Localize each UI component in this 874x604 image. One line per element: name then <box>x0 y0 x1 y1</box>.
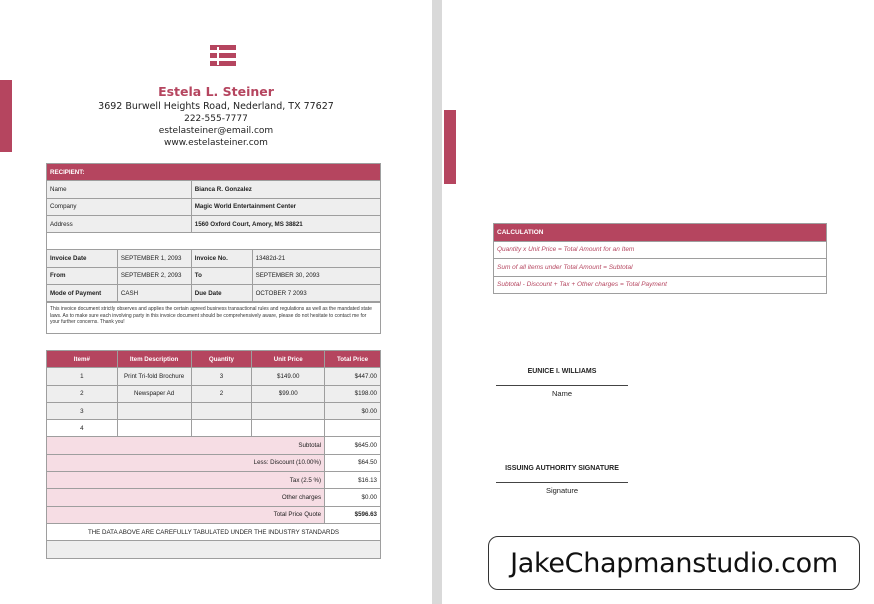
payment-value: CASH <box>117 285 191 302</box>
recipient-row <box>47 215 381 232</box>
item-description: Newspaper Ad <box>117 385 191 402</box>
item-quantity: 2 <box>191 385 252 402</box>
sender-address: 3692 Burwell Heights Road, Nederland, TX 77627 <box>98 101 334 112</box>
sender-website: www.estelasteiner.com <box>164 138 268 148</box>
recipient-value: 1560 Oxford Court, Amory, MS 38821 <box>191 215 380 232</box>
item-number: 4 <box>47 420 118 437</box>
item-quantity <box>191 420 252 437</box>
item-description <box>117 420 191 437</box>
item-number: 1 <box>47 368 118 385</box>
authority-heading: ISSUING AUTHORITY SIGNATURE <box>505 465 619 472</box>
item-total-price: $198.00 <box>325 385 381 402</box>
items-header-row <box>47 351 381 368</box>
invoice-date-value: SEPTEMBER 1, 2093 <box>117 250 191 267</box>
total-value: $0.00 <box>325 489 381 506</box>
to-label: To <box>191 267 252 284</box>
column-header: Quantity <box>191 351 252 368</box>
recipient-value: Magic World Entertainment Center <box>191 198 380 215</box>
sender-name: Estela L. Steiner <box>158 84 274 99</box>
recipient-label: Address <box>47 215 192 232</box>
formula-text: Sum of all items under Total Amount = Subtotal <box>494 259 827 277</box>
signatory-name: EUNICE I. WILLIAMS <box>527 368 597 375</box>
item-number: 3 <box>47 402 118 419</box>
total-value: $16.13 <box>325 472 381 489</box>
disclaimer-text: This invoice document strictly observes and applies the certain agreed business transactional rules and regulations as well as the mandated state laws. As to make sure each involving party in this invoice document should be comprehensively aware, please do not hesitate to contact me for your further concerns. Thank you! <box>46 302 381 334</box>
item-unit-price <box>252 420 325 437</box>
blank-row <box>47 541 381 558</box>
total-row <box>47 454 381 471</box>
invoice-row <box>47 250 381 267</box>
spacer-cell <box>47 233 381 250</box>
recipient-invoice-table <box>46 163 381 302</box>
calculation-header-row <box>494 224 827 242</box>
signature-line <box>496 482 628 483</box>
item-total-price: $447.00 <box>325 368 381 385</box>
item-description <box>117 402 191 419</box>
items-table <box>46 350 381 559</box>
item-row <box>47 402 381 419</box>
total-row <box>47 506 381 523</box>
footer-note-row <box>47 523 381 540</box>
recipient-label: Company <box>47 198 192 215</box>
column-header: Item# <box>47 351 118 368</box>
recipient-label: Name <box>47 181 192 198</box>
column-header: Unit Price <box>252 351 325 368</box>
invoice-date-label: Invoice Date <box>47 250 118 267</box>
recipient-row <box>47 181 381 198</box>
total-label: Other charges <box>47 489 325 506</box>
total-row <box>47 489 381 506</box>
item-unit-price: $149.00 <box>252 368 325 385</box>
item-quantity: 3 <box>191 368 252 385</box>
item-row <box>47 420 381 437</box>
calculation-heading: CALCULATION <box>494 224 827 242</box>
from-label: From <box>47 267 118 284</box>
page-side-tab <box>444 110 456 184</box>
formula-text: Quantity x Unit Price = Total Amount for an Item <box>494 241 827 259</box>
total-row <box>47 472 381 489</box>
watermark-banner: JakeChapmanstudio.com <box>488 536 860 590</box>
total-label: Less: Discount (10.00%) <box>47 454 325 471</box>
from-value: SEPTEMBER 2, 2093 <box>117 267 191 284</box>
recipient-header-row <box>47 164 381 181</box>
total-value: $64.50 <box>325 454 381 471</box>
column-header: Total Price <box>325 351 381 368</box>
sender-phone: 222-555-7777 <box>184 114 248 124</box>
spacer-row <box>47 233 381 250</box>
item-total-price <box>325 420 381 437</box>
item-number: 2 <box>47 385 118 402</box>
document-page-2 <box>442 0 874 604</box>
formula-row <box>494 241 827 259</box>
column-header: Item Description <box>117 351 191 368</box>
invoice-row <box>47 267 381 284</box>
invoice-row <box>47 285 381 302</box>
grand-total-label: Total Price Quote <box>47 506 325 523</box>
name-caption: Name <box>551 389 572 398</box>
grand-total-value: $596.63 <box>325 506 381 523</box>
recipient-heading: RECIPIENT: <box>47 164 381 181</box>
to-value: SEPTEMBER 30, 2093 <box>252 267 380 284</box>
total-value: $645.00 <box>325 437 381 454</box>
signature-line <box>496 385 628 386</box>
calculation-table <box>493 223 827 294</box>
sender-email: estelasteiner@email.com <box>158 126 274 136</box>
recipient-value: Bianca R. Gonzalez <box>191 181 380 198</box>
invoice-no-value: 13482d-21 <box>252 250 380 267</box>
item-total-price: $0.00 <box>325 402 381 419</box>
total-label: Tax (2.5 %) <box>47 472 325 489</box>
item-unit-price: $99.00 <box>252 385 325 402</box>
total-label: Subtotal <box>47 437 325 454</box>
item-row <box>47 385 381 402</box>
logo-icon <box>210 45 236 67</box>
due-date-value: OCTOBER 7 2093 <box>252 285 380 302</box>
invoice-no-label: Invoice No. <box>191 250 252 267</box>
item-quantity <box>191 402 252 419</box>
footer-note: THE DATA ABOVE ARE CAREFULLY TABULATED UNDER THE INDUSTRY STANDARDS <box>47 523 381 540</box>
blank-cell <box>47 541 381 558</box>
recipient-row <box>47 198 381 215</box>
item-unit-price <box>252 402 325 419</box>
document-page-1 <box>0 0 432 604</box>
total-row <box>47 437 381 454</box>
formula-row <box>494 259 827 277</box>
formula-row <box>494 276 827 294</box>
due-date-label: Due Date <box>191 285 252 302</box>
signature-caption: Signature <box>545 486 579 495</box>
item-description: Print Tri-fold Brochure <box>117 368 191 385</box>
item-row <box>47 368 381 385</box>
formula-text: Subtotal - Discount + Tax + Other charges = Total Payment <box>494 276 827 294</box>
payment-label: Mode of Payment <box>47 285 118 302</box>
